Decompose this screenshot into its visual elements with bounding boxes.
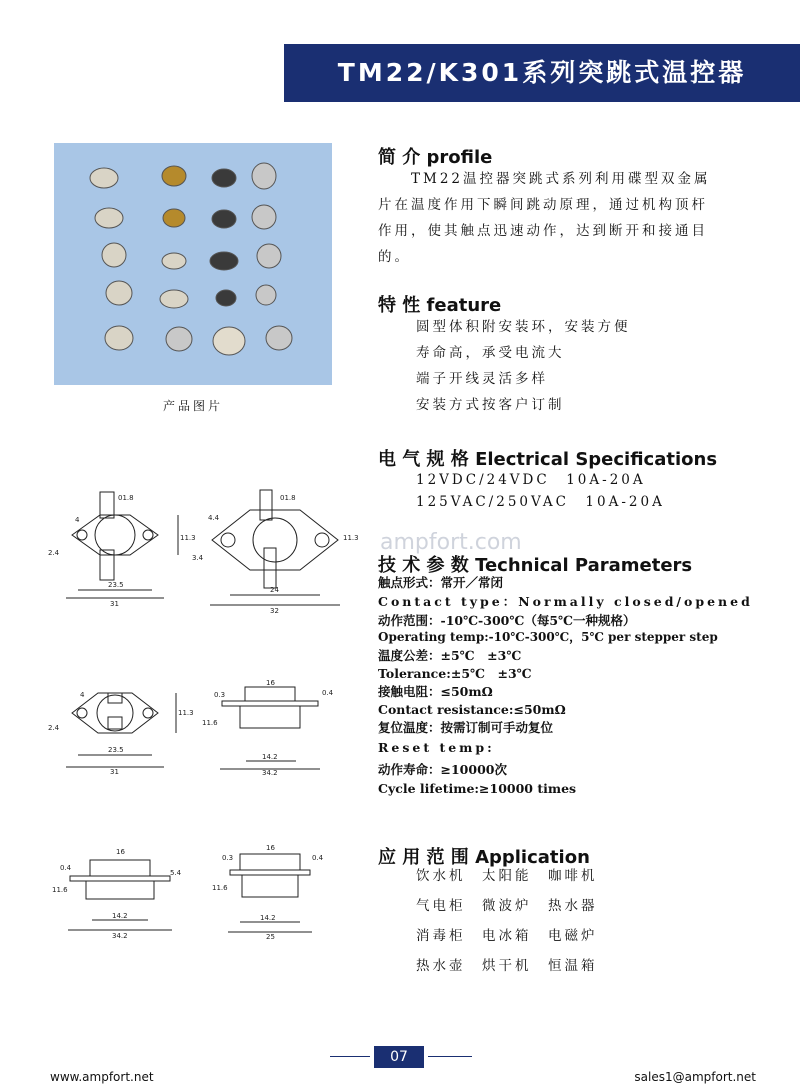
thermostat-part [90, 163, 292, 355]
technical-heading: 技 术 参 数 Technical Parameters [378, 555, 693, 576]
dim-label: 11.3 [180, 534, 196, 542]
application-heading: 应 用 范 围 Application [378, 847, 590, 868]
dim-label: 34.2 [112, 932, 128, 940]
application-item: 热水壶 烘干机 恒温箱 [416, 958, 598, 974]
dimension-drawing-1 [30, 480, 200, 610]
dim-label: 0.4 [312, 854, 324, 862]
application-item: 消毒柜 电冰箱 电磁炉 [416, 928, 598, 944]
dim-label: 4 [80, 691, 85, 699]
dim-label: 4.4 [208, 514, 220, 522]
feature-item: 端子开线灵活多样 [416, 371, 548, 387]
dim-label: 0.3 [222, 854, 234, 862]
dim-label: 14.2 [112, 912, 128, 920]
application-item: 饮水机 太阳能 咖啡机 [416, 868, 598, 884]
dim-label: 34.2 [262, 769, 278, 775]
dim-label: 4 [75, 516, 80, 524]
tech-line: 温度公差：±5℃ ±3℃ [378, 648, 522, 663]
dim-label: 31 [110, 768, 119, 775]
tech-line: Operating temp:-10℃-300℃，5℃ per stepper step [378, 630, 718, 644]
dim-label: 14.2 [260, 914, 276, 922]
dim-label: 16 [116, 848, 125, 856]
watermark: ampfort.com [380, 530, 522, 555]
product-thumbnails [54, 143, 332, 385]
dim-label: 11.3 [343, 534, 359, 542]
dim-label: 32 [270, 607, 279, 615]
electrical-line: 125VAC/250VAC 10A-20A [416, 494, 665, 510]
dim-label: 23.5 [108, 581, 124, 589]
dim-label: 11.6 [212, 884, 228, 892]
dim-label: 16 [266, 844, 275, 852]
tech-line: 接触电阻：≤50mΩ [378, 684, 493, 699]
dim-label: 25 [266, 933, 275, 940]
dim-label: 01.8 [280, 494, 296, 502]
dimension-drawing-2 [190, 480, 360, 615]
page-title: TM22/K301系列突跳式温控器 [337, 58, 747, 87]
dim-label: 0.3 [214, 691, 226, 699]
dim-label: 2.4 [48, 724, 60, 732]
dimension-drawing-3 [30, 675, 200, 775]
photo-caption: 产品图片 [162, 399, 223, 413]
dim-label: 16 [266, 679, 275, 687]
dim-label: 23.5 [108, 746, 124, 754]
electrical-heading: 电 气 规 格 Electrical Specifications [378, 449, 718, 470]
profile-line: TM22温控器突跳式系列利用碟型双金属 [378, 171, 711, 187]
tech-line: 复位温度：按需订制可手动复位 [378, 720, 554, 735]
dim-label: 11.6 [52, 886, 68, 894]
dim-label: 01.8 [118, 494, 134, 502]
profile-line: 作用，使其触点迅速动作，达到断开和接通目 [378, 223, 708, 239]
dim-label: 5.4 [170, 869, 182, 877]
page-number: 07 [374, 1046, 424, 1068]
footer-divider [330, 1056, 370, 1057]
feature-heading: 特 性 feature [378, 295, 502, 316]
dim-label: 0.4 [322, 689, 334, 697]
profile-line: 片在温度作用下瞬间跳动原理，通过机构顶杆 [378, 197, 708, 213]
dim-label: 3.4 [192, 554, 204, 562]
tech-line: Tolerance:±5℃ ±3℃ [378, 666, 532, 681]
dim-label: 31 [110, 600, 119, 608]
feature-item: 寿命高，承受电流大 [416, 345, 565, 361]
dim-label: 11.3 [178, 709, 194, 717]
tech-line: Cycle lifetime:≥10000 times [378, 781, 577, 796]
tech-line: 触点形式：常开／常闭 [378, 575, 504, 590]
header-banner [284, 44, 800, 102]
dimension-drawing-4 [200, 675, 340, 775]
footer-email-link[interactable]: sales1@ampfort.net [634, 1070, 756, 1084]
footer-website-link[interactable]: www.ampfort.net [50, 1070, 154, 1084]
dim-label: 24 [270, 586, 279, 594]
dim-label: 0.4 [60, 864, 72, 872]
tech-line: 动作寿命：≥10000次 [378, 762, 507, 777]
dim-label: 14.2 [262, 753, 278, 761]
tech-line: Contact resistance:≤50mΩ [378, 702, 566, 717]
dim-label: 2.4 [48, 549, 60, 557]
feature-item: 圆型体积附安装环，安装方便 [416, 319, 631, 335]
footer-divider [428, 1056, 472, 1057]
tech-line: Contact type：Normally closed/opened [378, 594, 753, 609]
dimension-drawing-5 [50, 840, 190, 940]
product-photo [54, 143, 332, 385]
profile-heading: 简 介 profile [378, 147, 493, 168]
feature-item: 安装方式按客户订制 [416, 397, 565, 413]
dimension-drawing-6 [210, 840, 330, 940]
dim-label: 11.6 [202, 719, 218, 727]
tech-line: 动作范围：-10℃-300℃（每5℃一种规格） [378, 613, 636, 628]
tech-line: Reset temp: [378, 740, 495, 755]
electrical-line: 12VDC/24VDC 10A-20A [416, 472, 646, 488]
profile-line: 的。 [378, 249, 411, 265]
application-item: 气电柜 微波炉 热水器 [416, 898, 598, 914]
